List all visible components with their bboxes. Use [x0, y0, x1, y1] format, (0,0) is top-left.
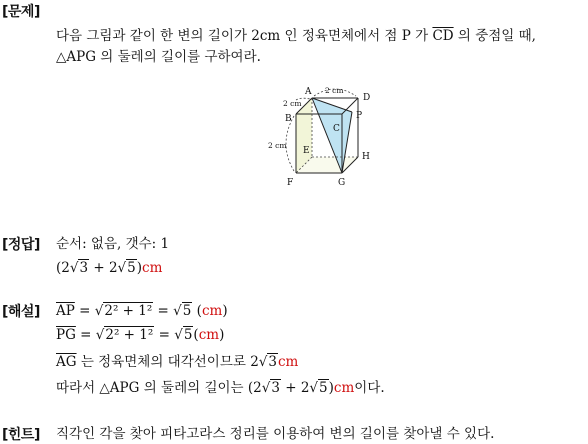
sqrt: √3 [69, 260, 89, 276]
label-f: F [287, 178, 294, 188]
problem-line-2: △APG 의 둘레의 길이를 구하여라. [56, 49, 261, 65]
problem-text: 의 중점일 때, [453, 28, 536, 44]
solution-ap [56, 302, 228, 320]
solution-final [56, 379, 385, 397]
sqrt: √2² + 1² [95, 327, 154, 343]
solution-text: ) [328, 380, 334, 396]
sqrt: √2² + 1² [94, 303, 153, 319]
problem-label: [문제] [2, 4, 40, 20]
label-b: B [285, 114, 292, 124]
eq: = [153, 303, 174, 319]
problem-text: 인 정육면체에서 점 P 가 [280, 28, 433, 44]
segment-ag: $\overline{AG}$ [56, 354, 77, 370]
unit: cm [333, 380, 355, 396]
dim-left-label: 2 cm [268, 141, 287, 150]
paren: ( [193, 327, 199, 343]
paren: ) [222, 303, 228, 319]
label-h: H [362, 152, 370, 162]
answer-unit: cm [142, 260, 163, 276]
solution-text: + 2 [280, 380, 310, 396]
sqrt: √3 [258, 354, 277, 370]
radicand: 3 [268, 354, 277, 370]
solution-ag [56, 353, 298, 371]
answer-expr: ) [136, 260, 143, 276]
paren: ( [192, 303, 202, 319]
solution-pg [56, 326, 224, 344]
dim-top-label: 2 cm [325, 86, 344, 95]
segment-ap: $\overline{AP}$ [56, 303, 75, 319]
answer-expr: (2 [56, 260, 70, 276]
sqrt: √5 [117, 260, 136, 276]
side-length: 2cm [251, 28, 281, 44]
unit: cm [278, 354, 299, 370]
radicand: 5 [182, 303, 192, 319]
label-p: P [356, 111, 363, 121]
radicand: 3 [271, 380, 280, 396]
dim-ab-label: 2 cm [283, 99, 302, 108]
hint-text: 직각인 각을 찾아 피타고라스 정리를 이용하여 변의 길이를 찾아낼 수 있다. [56, 426, 495, 442]
radicand: 5 [183, 327, 193, 343]
sqrt: √5 [173, 303, 192, 319]
unit: cm [198, 327, 220, 343]
eq: = [75, 327, 96, 343]
unit: cm [201, 303, 223, 319]
radicand: 5 [127, 260, 136, 276]
paren: ) [219, 327, 225, 343]
radicand: 3 [79, 260, 89, 276]
segment-cd: $\overline{CD}$ [432, 28, 454, 44]
answer-line-1: 순서: 없음, 갯수: 1 [56, 236, 170, 252]
eq: = [154, 327, 175, 343]
label-c: C [333, 124, 340, 134]
sqrt: √5 [309, 380, 328, 396]
hint-label: [힌트] [2, 427, 40, 443]
solution-text: 는 정육면체의 대각선이므로 2 [76, 354, 259, 370]
answer-label: [정답] [2, 237, 40, 253]
radicand: 2² + 1² [105, 327, 154, 343]
eq: = [74, 303, 95, 319]
sqrt: √3 [261, 380, 280, 396]
solution-text: 따라서 △APG 의 둘레의 길이는 (2 [56, 380, 262, 396]
problem-text: 다음 그림과 같이 한 변의 길이가 [56, 28, 252, 44]
solution-label: [해설] [2, 304, 40, 320]
radicand: 5 [319, 380, 328, 396]
label-e: E [303, 146, 310, 156]
label-g: G [338, 178, 346, 188]
sqrt: √5 [174, 327, 193, 343]
label-a: A [305, 87, 312, 97]
segment-pg: $\overline{PG}$ [56, 327, 76, 343]
solution-text: 이다. [354, 380, 385, 396]
radicand: 2² + 1² [104, 303, 153, 319]
dim-arc-left [286, 116, 294, 171]
label-d: D [363, 93, 371, 103]
answer-expr: + 2 [89, 260, 118, 276]
answer-line-2 [56, 259, 162, 277]
